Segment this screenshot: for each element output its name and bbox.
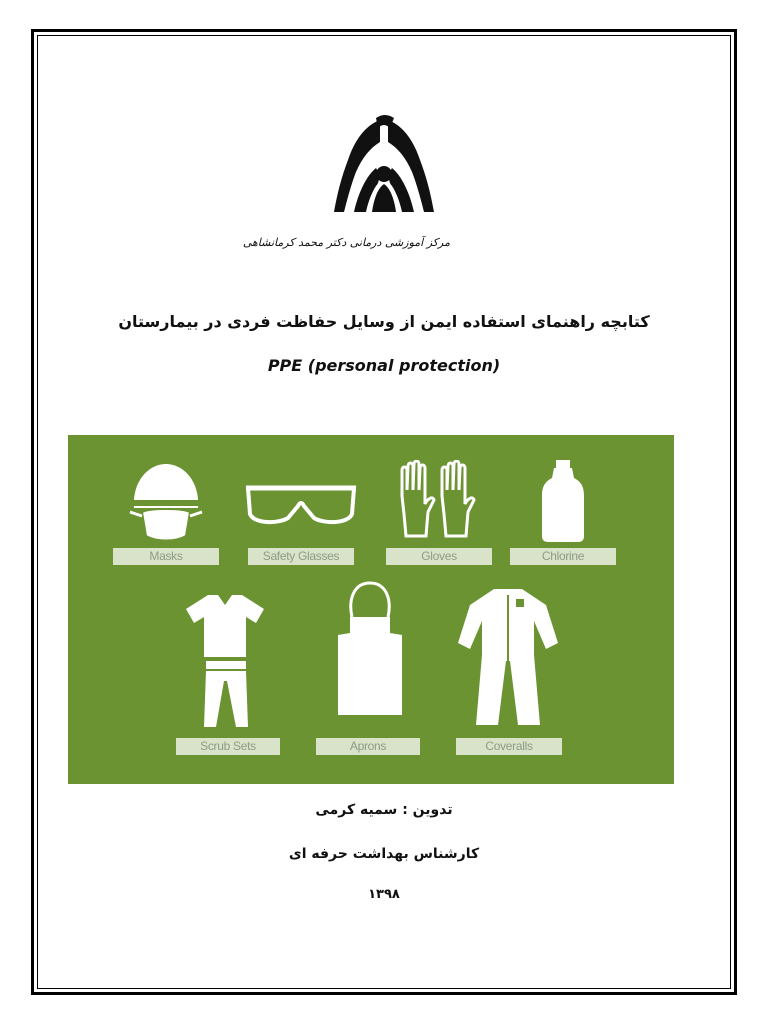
hospital-logo	[242, 112, 450, 262]
coveralls-icon	[456, 585, 560, 731]
gloves-icon	[398, 460, 478, 540]
logo-caption: مرکز آموزشی درمانی دکتر محمد کرمانشاهی	[242, 236, 450, 249]
scrub-set-icon	[184, 593, 266, 733]
apron-icon	[332, 579, 408, 719]
ppe-label-aprons: Aprons	[316, 738, 420, 755]
author-job-title: کارشناس بهداشت حرفه ای	[288, 846, 480, 862]
scrub-set-item	[184, 593, 266, 733]
coveralls-item	[456, 585, 560, 735]
chlorine-bottle-icon	[538, 460, 588, 542]
hospital-logo-emblem-icon	[318, 112, 450, 232]
mask-icon	[126, 460, 206, 542]
ppe-label-masks: Masks	[113, 548, 219, 565]
safety-glasses-item	[244, 480, 358, 540]
mask-item	[126, 460, 206, 560]
document-title-english: PPE (personal protection)	[267, 356, 501, 375]
ppe-label-coveralls: Coveralls	[456, 738, 562, 755]
ppe-label-safety-glasses: Safety Glasses	[248, 548, 354, 565]
apron-item	[332, 579, 408, 719]
ppe-label-scrub-sets: Scrub Sets	[176, 738, 280, 755]
chlorine-item	[538, 460, 588, 540]
document-title-persian: کتابچه راهنمای استفاده ایمن از وسایل حفاظت فردی در بیمارستان	[118, 312, 650, 331]
author-line: تدوین : سمیه کرمی	[315, 802, 453, 818]
ppe-illustration-panel	[68, 435, 674, 784]
safety-glasses-icon	[244, 480, 358, 530]
publication-year: ۱۳۹۸	[368, 887, 400, 902]
ppe-label-chlorine: Chlorine	[510, 548, 616, 565]
gloves-item	[398, 460, 478, 540]
ppe-label-gloves: Gloves	[386, 548, 492, 565]
